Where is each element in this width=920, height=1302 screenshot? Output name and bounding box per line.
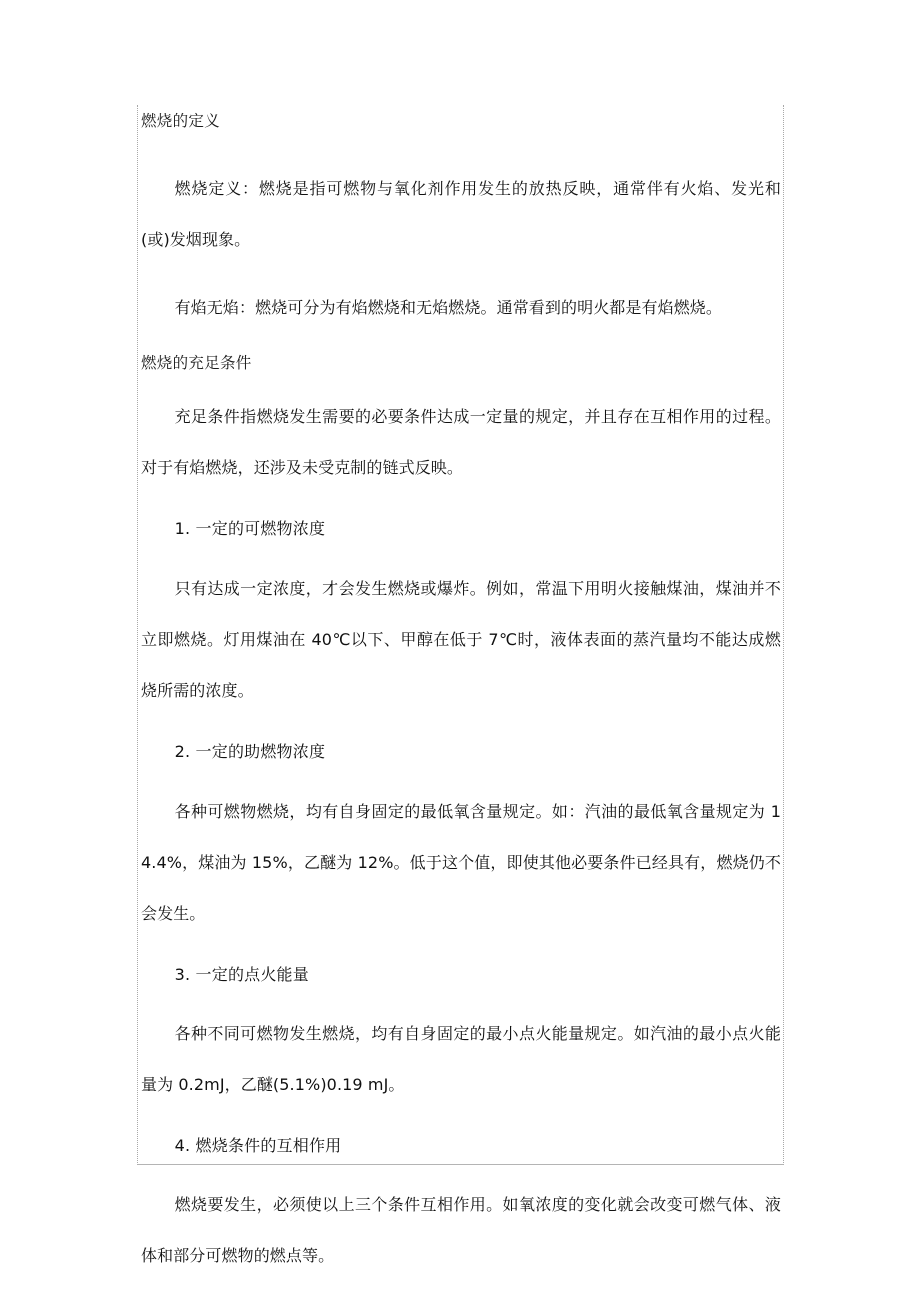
spacer <box>141 333 781 347</box>
spacer <box>141 1000 781 1008</box>
list-item-body-3: 各种不同可燃物发生燃烧，均有自身固定的最小点火能量规定。如汽油的最小点火能量为 0.2mJ，乙醚(5.1%)0.19 mJ。 <box>141 1024 781 1094</box>
spacer <box>141 1110 781 1120</box>
list-item-title-2: 2. 一定的助燃物浓度 <box>174 742 326 761</box>
list-item-body-4: 燃烧要发生，必须使以上三个条件互相作用。如氧浓度的变化就会改变可燃气体、液体和部分可燃物的燃点等。 <box>141 1195 781 1265</box>
spacer <box>141 939 781 949</box>
list-item-title-1: 1. 一定的可燃物浓度 <box>174 519 326 538</box>
list-item-body-2: 各种可燃物燃烧，均有自身固定的最低氧含量规定。如：汽油的最低氧含量规定为 14.4%，煤油为 15%，乙醚为 12%。低于这个值，即使其他必要条件已经具有，燃烧仍不会发生。 <box>141 802 781 923</box>
spacer <box>141 265 781 282</box>
spacer <box>141 493 781 503</box>
paragraph-combustion-definition: 燃烧定义：燃烧是指可燃物与氧化剂作用发生的放热反映，通常伴有火焰、发光和(或)发烟现象。 <box>141 179 781 249</box>
paragraph-sufficient-conditions-intro: 充足条件指燃烧发生需要的必要条件达成一定量的规定，并且存在互相作用的过程。对于有焰燃烧，还涉及未受克制的链式反映。 <box>141 407 781 477</box>
spacer <box>141 379 781 391</box>
section-heading-sufficient-conditions: 燃烧的充足条件 <box>141 354 252 372</box>
spacer <box>141 554 781 563</box>
spacer <box>141 777 781 786</box>
spacer <box>141 137 781 163</box>
document-body <box>138 105 783 1281</box>
document-content-frame <box>137 105 784 1265</box>
section-heading-combustion-definition: 燃烧的定义 <box>141 112 221 130</box>
paragraph-flame-vs-flameless: 有焰无焰：燃烧可分为有焰燃烧和无焰燃烧。通常看到的明火都是有焰燃烧。 <box>174 298 722 317</box>
spacer <box>141 1171 781 1179</box>
list-item-body-1: 只有达成一定浓度，才会发生燃烧或爆炸。例如，常温下用明火接触煤油，煤油并不立即燃烧。灯用煤油在 40℃以下、甲醇在低于 7℃时，液体表面的蒸汽量均不能达成燃烧所需的浓度。 <box>141 579 781 700</box>
list-item-title-3: 3. 一定的点火能量 <box>174 965 309 984</box>
spacer <box>141 716 781 726</box>
list-item-title-4: 4. 燃烧条件的互相作用 <box>174 1136 342 1155</box>
